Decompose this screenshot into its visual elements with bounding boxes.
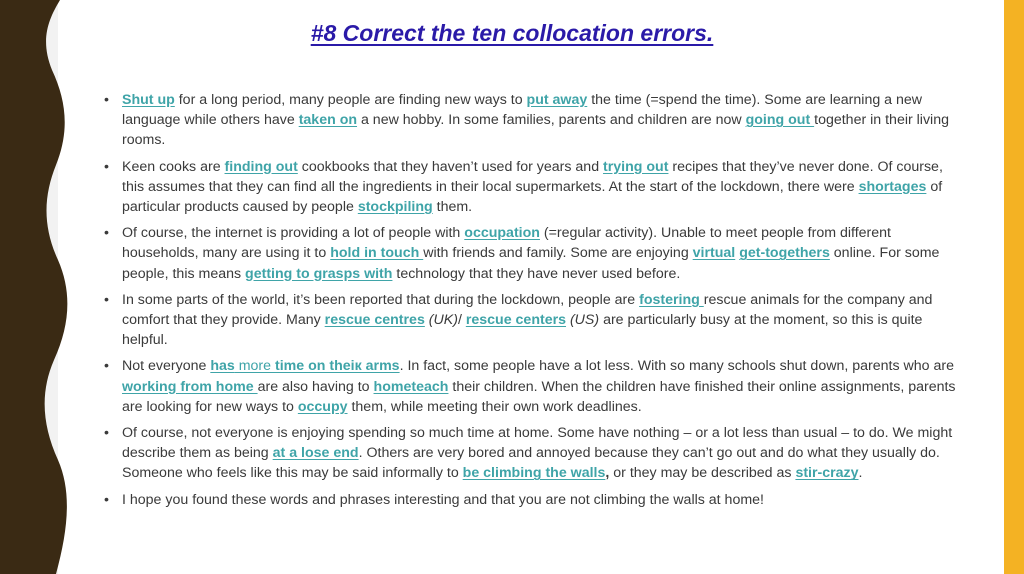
bullet-text: are also having to [257,378,374,395]
collocation-highlight: fostering [639,291,704,308]
collocation-highlight: getting to grasps with [245,265,393,282]
bullet-text: . In fact, some people have a lot less. With so many schools shut down, parents who are [399,358,954,375]
collocation-highlight: put away [526,92,588,108]
bullet-text: for a long period, many people are finding new ways to [174,92,527,108]
collocation-highlight: rescue centers [465,312,567,329]
bullet-text: or they may be described as [609,465,796,482]
collocation-highlight: be climbing the walls [462,465,606,482]
bullet-text: the time (=spend the time). Some are learning a new language while others have [122,92,923,129]
collocation-highlight: finding out [224,158,298,175]
bullet-text: . [858,465,863,482]
collocation-highlight: stir-crazy [795,465,859,482]
collocation-highlight: hold in touch [330,245,424,262]
bullet-item-7 [100,490,960,510]
bullet-text: with friends and family. Some are enjoying [423,245,693,262]
collocation-highlight: stockpiling [357,199,433,216]
bullet-item-1 [100,90,960,151]
bullet-text: them, while meeting their own work deadlines. [347,398,642,415]
bullet-item-4 [100,290,960,351]
bullet-text: Not everyone [122,358,211,375]
bullet-text: recipes that they’ve never done. Of course, this assumes that they can find all the ingredients in their local supermarkets. At the start of the lockdown, there were [122,158,943,195]
collocation-highlight: going out [745,112,815,129]
bullet-text: (UK) [424,312,458,329]
bullet-text: Of course, not everyone is enjoying spending so much time at home. Some have nothing – or a lot less than usual – to do. We might describe them as being [122,425,953,462]
slide-title: #8 Correct the ten collocation errors. [310,20,714,46]
bullet-text: of particular products caused by people [122,178,943,216]
bullet-item-6 [100,423,960,484]
collocation-highlight: trying out [603,158,669,175]
collocation-highlight: hometeach [373,378,449,395]
bullet-text: rescue animals for the company and comfort that they provide. Many [122,291,933,329]
collocation-highlight: taken on [298,112,358,129]
right-accent-bar [1004,0,1024,574]
bullet-item-5 [100,356,960,417]
collocation-highlight: get-togethers [739,245,830,262]
bullet-list [100,90,960,516]
collocation-highlight: virtual [692,245,736,262]
collocation-highlight: at a lose end [272,445,359,462]
collocation-highlight: occupation [464,225,540,242]
collocation-highlight: rescue centres [324,312,425,329]
bullet-item-2 [100,157,960,218]
bullet-text: are particularly busy at the moment, so this is quite helpful. [122,312,923,349]
bullet-text: . Others are very bored and annoyed because they can’t go out and do what they usually do. Someone who feels like this may be said informally to [122,445,940,482]
bullet-item-3 [100,223,960,284]
bullet-text: a new hobby. In some families, parents and children are now [357,112,746,129]
bullet-text: (US) [566,312,600,329]
bullet-text: (=regular activity). Unable to meet people from different households, many are using it to [122,225,892,262]
bullet-text: technology that they have never used before. [392,265,681,282]
bullet-text: Of course, the internet is providing a lot of people with [122,225,465,242]
collocation-highlight: time on theiк arms [275,358,400,375]
bullet-text: their children. When the children have finished their online assignments, parents are looking for new ways to [122,378,956,415]
left-wavy-decoration [0,0,80,574]
bullet-text: online. For some people, this means [122,245,940,282]
collocation-highlight: Shut up [122,92,175,108]
collocation-highlight: working from home [122,378,258,395]
bullet-text: I hope you found these words and phrases interesting and that you are not climbing the walls at home! [122,491,764,508]
bullet-text: , [605,465,610,482]
bullet-text: / [457,312,466,329]
bullet-text: Keen cooks are [122,158,225,175]
bullet-text: together in their living rooms. [122,112,949,149]
bullet-text: them. [432,199,473,216]
bullet-text: cookbooks that they haven’t used for years and [297,158,604,175]
collocation-highlight: has [210,358,235,375]
bullet-text: In some parts of the world, it’s been reported that during the lockdown, people are [122,291,640,308]
collocation-highlight: occupy [297,398,348,415]
collocation-highlight: more [234,358,275,375]
collocation-highlight: shortages [858,178,927,195]
